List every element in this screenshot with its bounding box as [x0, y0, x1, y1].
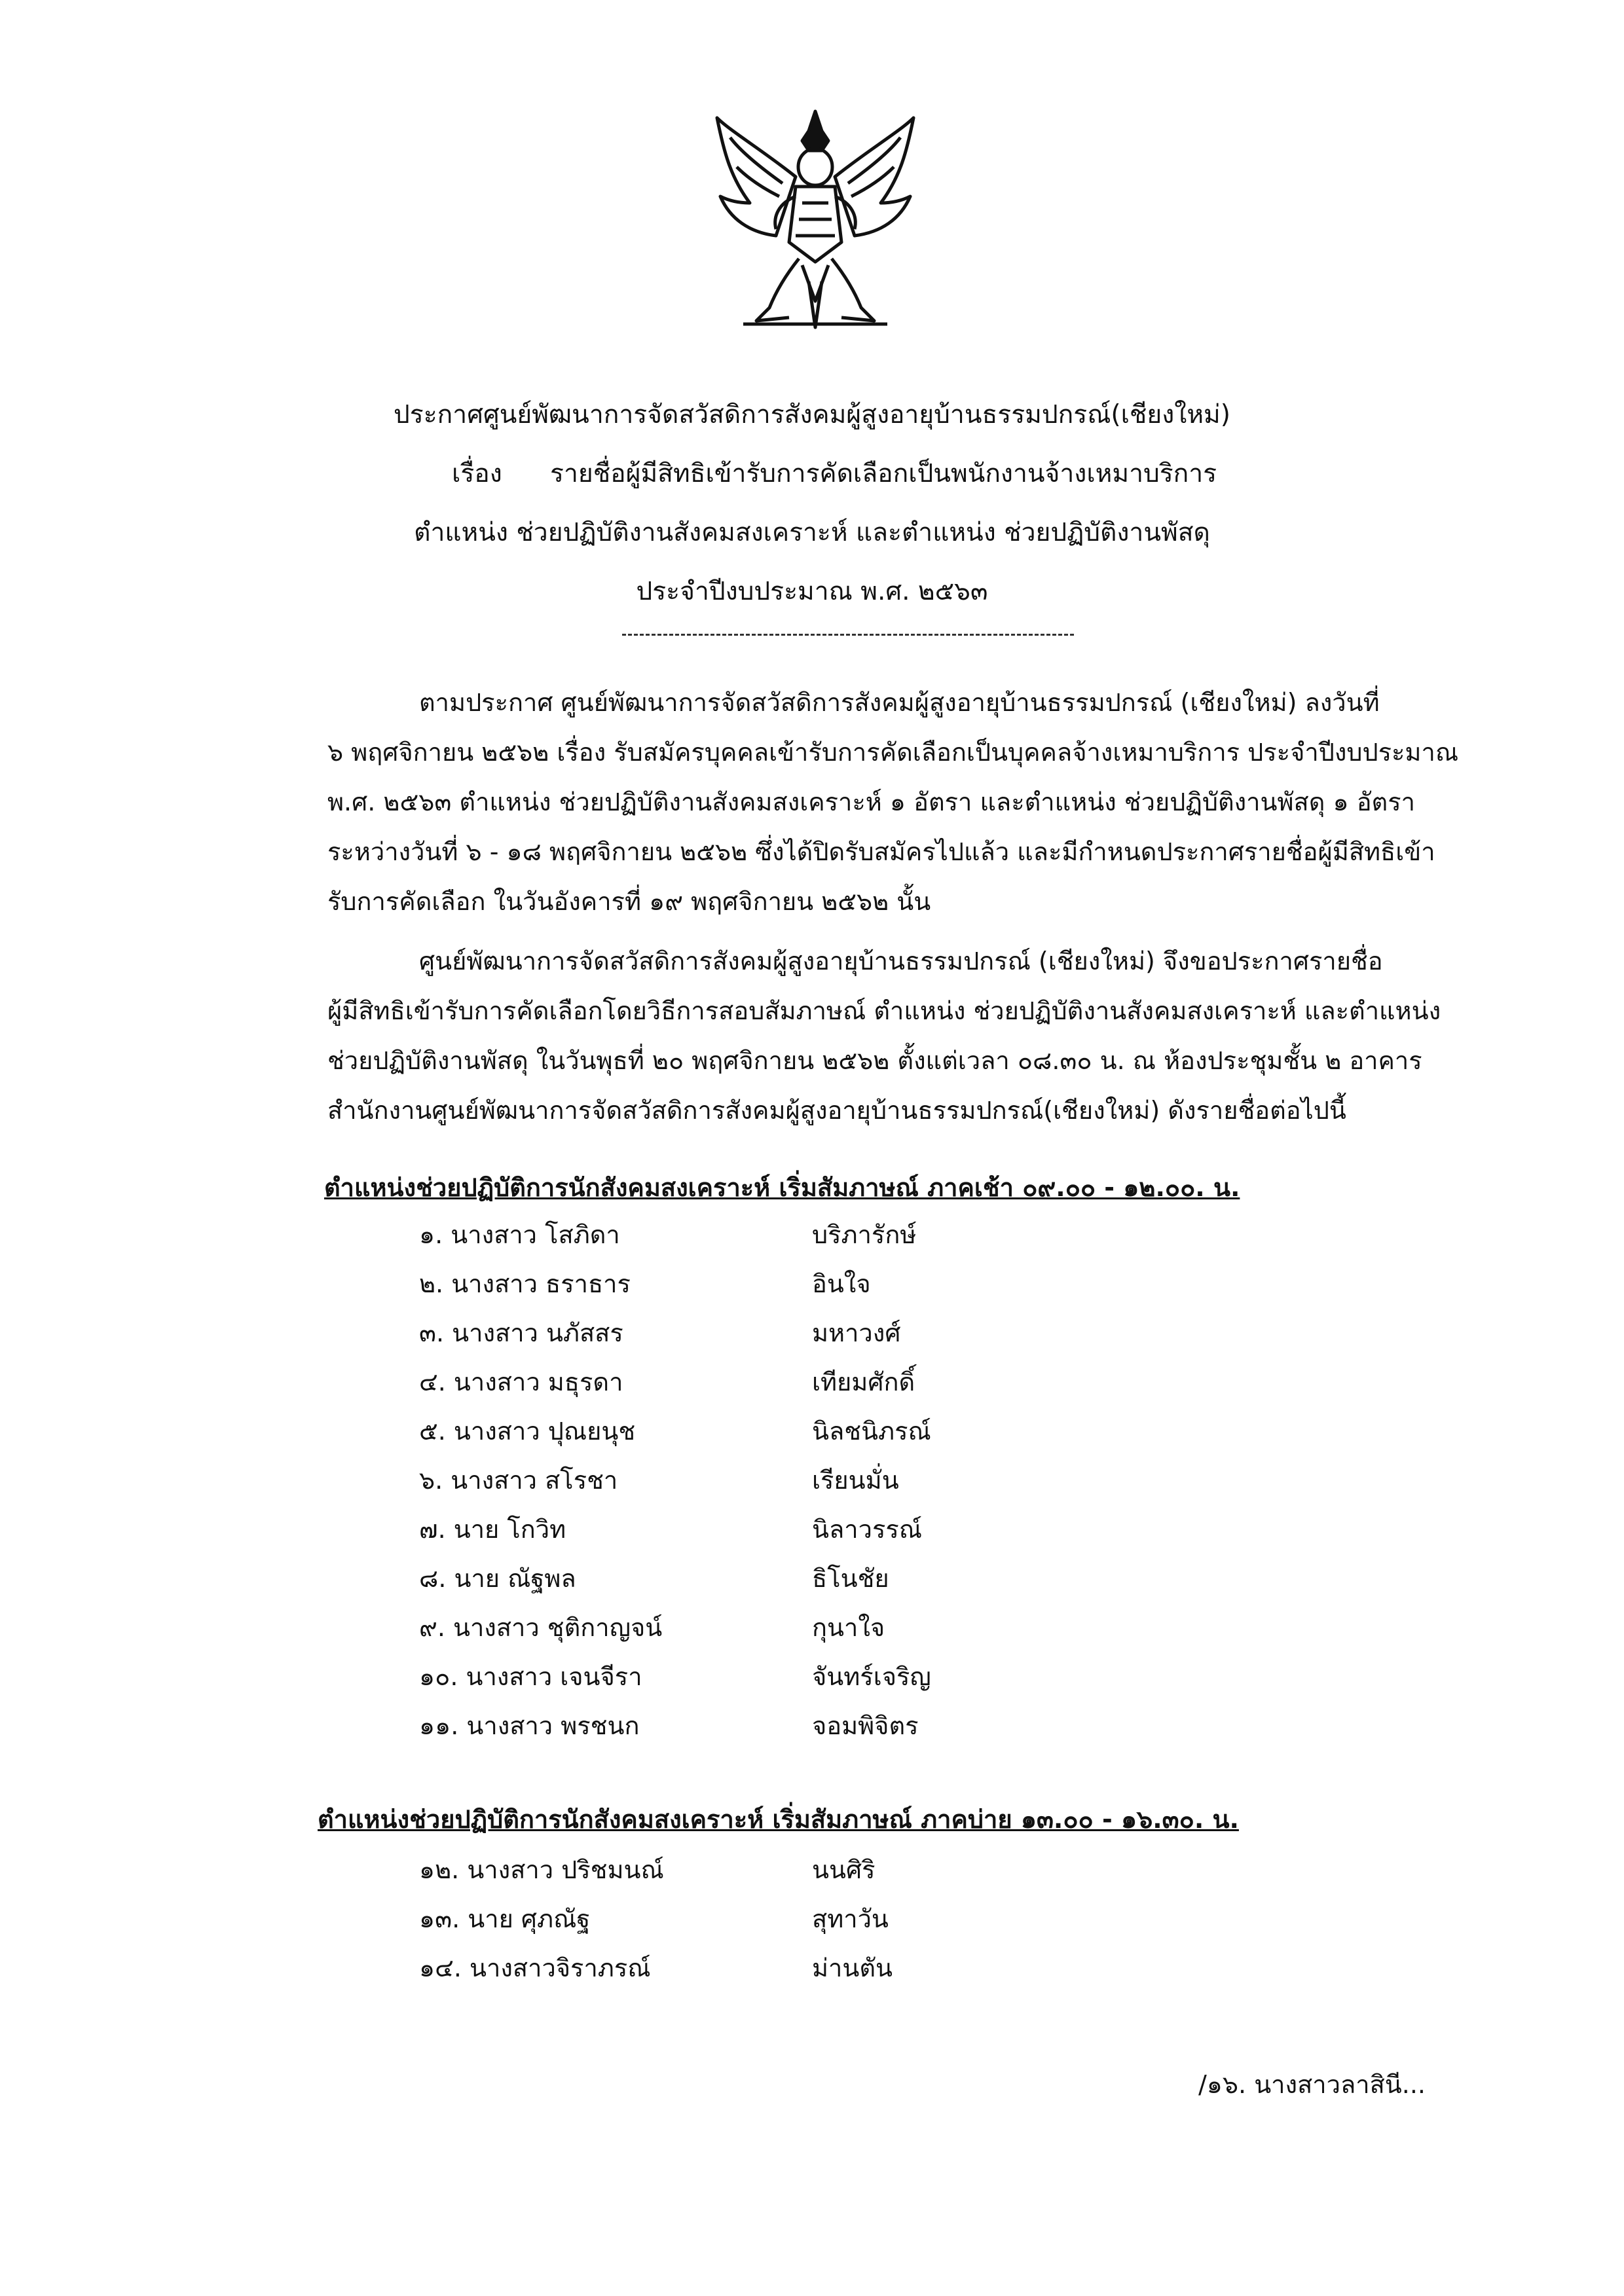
person-surname: เรียนมั่น	[812, 1466, 899, 1495]
person-surname: กุนาใจ	[812, 1613, 885, 1642]
paragraph-line: รับการคัดเลือก ในวันอังคารที่ ๑๙ พฤศจิกายน ๒๕๖๒ นั้น	[327, 887, 931, 916]
person-name: ๑. นางสาว โสภิดา	[419, 1220, 620, 1249]
positions-line: ตำแหน่ง ช่วยปฏิบัติงานสังคมสงเคราะห์ และตำแหน่ง ช่วยปฏิบัติงานพัสดุ	[414, 518, 1210, 547]
subject-line	[452, 458, 1217, 490]
person-surname: ธิโนชัย	[812, 1564, 889, 1593]
person-name: ๒. นางสาว ธราธาร	[419, 1269, 631, 1298]
person-name: ๑๓. นาย ศุภณัฐ	[419, 1904, 591, 1933]
paragraph-line: ช่วยปฏิบัติงานพัสดุ ในวันพุธที่ ๒๐ พฤศจิกายน ๒๕๖๒ ตั้งแต่เวลา ๐๘.๓๐ น. ณ ห้องประชุมชั้น ๒ อาคาร	[327, 1046, 1422, 1075]
person-name: ๑๔. นางสาวจิราภรณ์	[419, 1954, 651, 1982]
person-name: ๘. นาย ณัฐพล	[419, 1564, 576, 1593]
paragraph-line: ๖ พฤศจิกายน ๒๕๖๒ เรื่อง รับสมัครบุคคลเข้ารับการคัดเลือกเป็นบุคคลจ้างเหมาบริการ ประจำปีงบประมาณ	[327, 738, 1459, 767]
person-surname: นิลาวรรณ์	[812, 1515, 923, 1544]
dashed-divider	[622, 634, 1074, 636]
person-surname: ม่านตัน	[812, 1954, 893, 1982]
person-name: ๔. นางสาว มธุรดา	[419, 1368, 623, 1396]
person-surname: เทียมศักดิ์	[812, 1368, 915, 1396]
subject-label: เรื่อง	[452, 459, 502, 488]
person-surname: จันทร์เจริญ	[812, 1662, 931, 1691]
person-name: ๓. นางสาว นภัสสร	[419, 1319, 623, 1347]
person-surname: นิลชนิภรณ์	[812, 1417, 931, 1446]
announcement-title: ประกาศศูนย์พัฒนาการจัดสวัสดิการสังคมผู้สูงอายุบ้านธรรมปกรณ์(เชียงใหม่)	[394, 400, 1230, 429]
paragraph-1	[327, 678, 1467, 926]
person-name: ๙. นางสาว ชุติกาญจน์	[419, 1613, 663, 1642]
person-name: ๕. นางสาว ปุณยนุช	[419, 1417, 636, 1446]
paragraph-line: สำนักงานศูนย์พัฒนาการจัดสวัสดิการสังคมผู้สูงอายุบ้านธรรมปกรณ์(เชียงใหม่) ดังรายชื่อต่อไปนี้	[327, 1096, 1346, 1125]
paragraph-line: พ.ศ. ๒๕๖๓ ตำแหน่ง ช่วยปฏิบัติงานสังคมสงเคราะห์ ๑ อัตรา และตำแหน่ง ช่วยปฏิบัติงานพัสดุ ๑ อัตรา	[327, 788, 1415, 816]
person-name: ๗. นาย โกวิท	[419, 1515, 566, 1544]
continuation-note: /๑๖. นางสาวลาสินี...	[1198, 2070, 1426, 2099]
garuda-emblem	[704, 105, 927, 340]
subject-text: รายชื่อผู้มีสิทธิเข้ารับการคัดเลือกเป็นพนักงานจ้างเหมาบริการ	[550, 459, 1217, 488]
person-surname: อินใจ	[812, 1269, 871, 1298]
person-surname: นนศิริ	[812, 1855, 876, 1884]
paragraph-2	[327, 936, 1467, 1135]
person-name: ๑๒. นางสาว ปริชมนณ์	[419, 1855, 664, 1884]
paragraph-line: ตามประกาศ ศูนย์พัฒนาการจัดสวัสดิการสังคมผู้สูงอายุบ้านธรรมปกรณ์ (เชียงใหม่) ลงวันที่	[419, 688, 1380, 717]
person-surname: มหาวงศ์	[812, 1319, 901, 1347]
person-name: ๑๑. นางสาว พรชนก	[419, 1711, 640, 1740]
person-surname: บริภารักษ์	[812, 1220, 917, 1249]
paragraph-line: ระหว่างวันที่ ๖ - ๑๘ พฤศจิกายน ๒๕๖๒ ซึ่งได้ปิดรับสมัครไปแล้ว และมีกำหนดประกาศรายชื่อผู้มีสิทธิเข้า	[327, 837, 1435, 866]
section-title-morning: ตำแหน่งช่วยปฏิบัติการนักสังคมสงเคราะห์ เริ่มสัมภาษณ์ ภาคเช้า ๐๙.๐๐ - ๑๒.๐๐. น.	[324, 1173, 1240, 1202]
fiscal-year-line: ประจำปีงบประมาณ พ.ศ. ๒๕๖๓	[636, 577, 988, 606]
paragraph-line: ผู้มีสิทธิเข้ารับการคัดเลือกโดยวิธีการสอบสัมภาษณ์ ตำแหน่ง ช่วยปฏิบัติงานสังคมสงเคราะห์ และตำแหน่ง	[327, 996, 1441, 1025]
person-name: ๖. นางสาว สโรชา	[419, 1466, 618, 1495]
person-name: ๑๐. นางสาว เจนจีรา	[419, 1662, 642, 1691]
person-surname: สุทาวัน	[812, 1904, 889, 1933]
section-title-afternoon: ตำแหน่งช่วยปฏิบัติการนักสังคมสงเคราะห์ เริ่มสัมภาษณ์ ภาคบ่าย ๑๓.๐๐ - ๑๖.๓๐. น.	[318, 1805, 1239, 1834]
paragraph-line: ศูนย์พัฒนาการจัดสวัสดิการสังคมผู้สูงอายุบ้านธรรมปกรณ์ (เชียงใหม่) จึงขอประกาศรายชื่อ	[419, 947, 1383, 975]
person-surname: จอมพิจิตร	[812, 1711, 919, 1740]
